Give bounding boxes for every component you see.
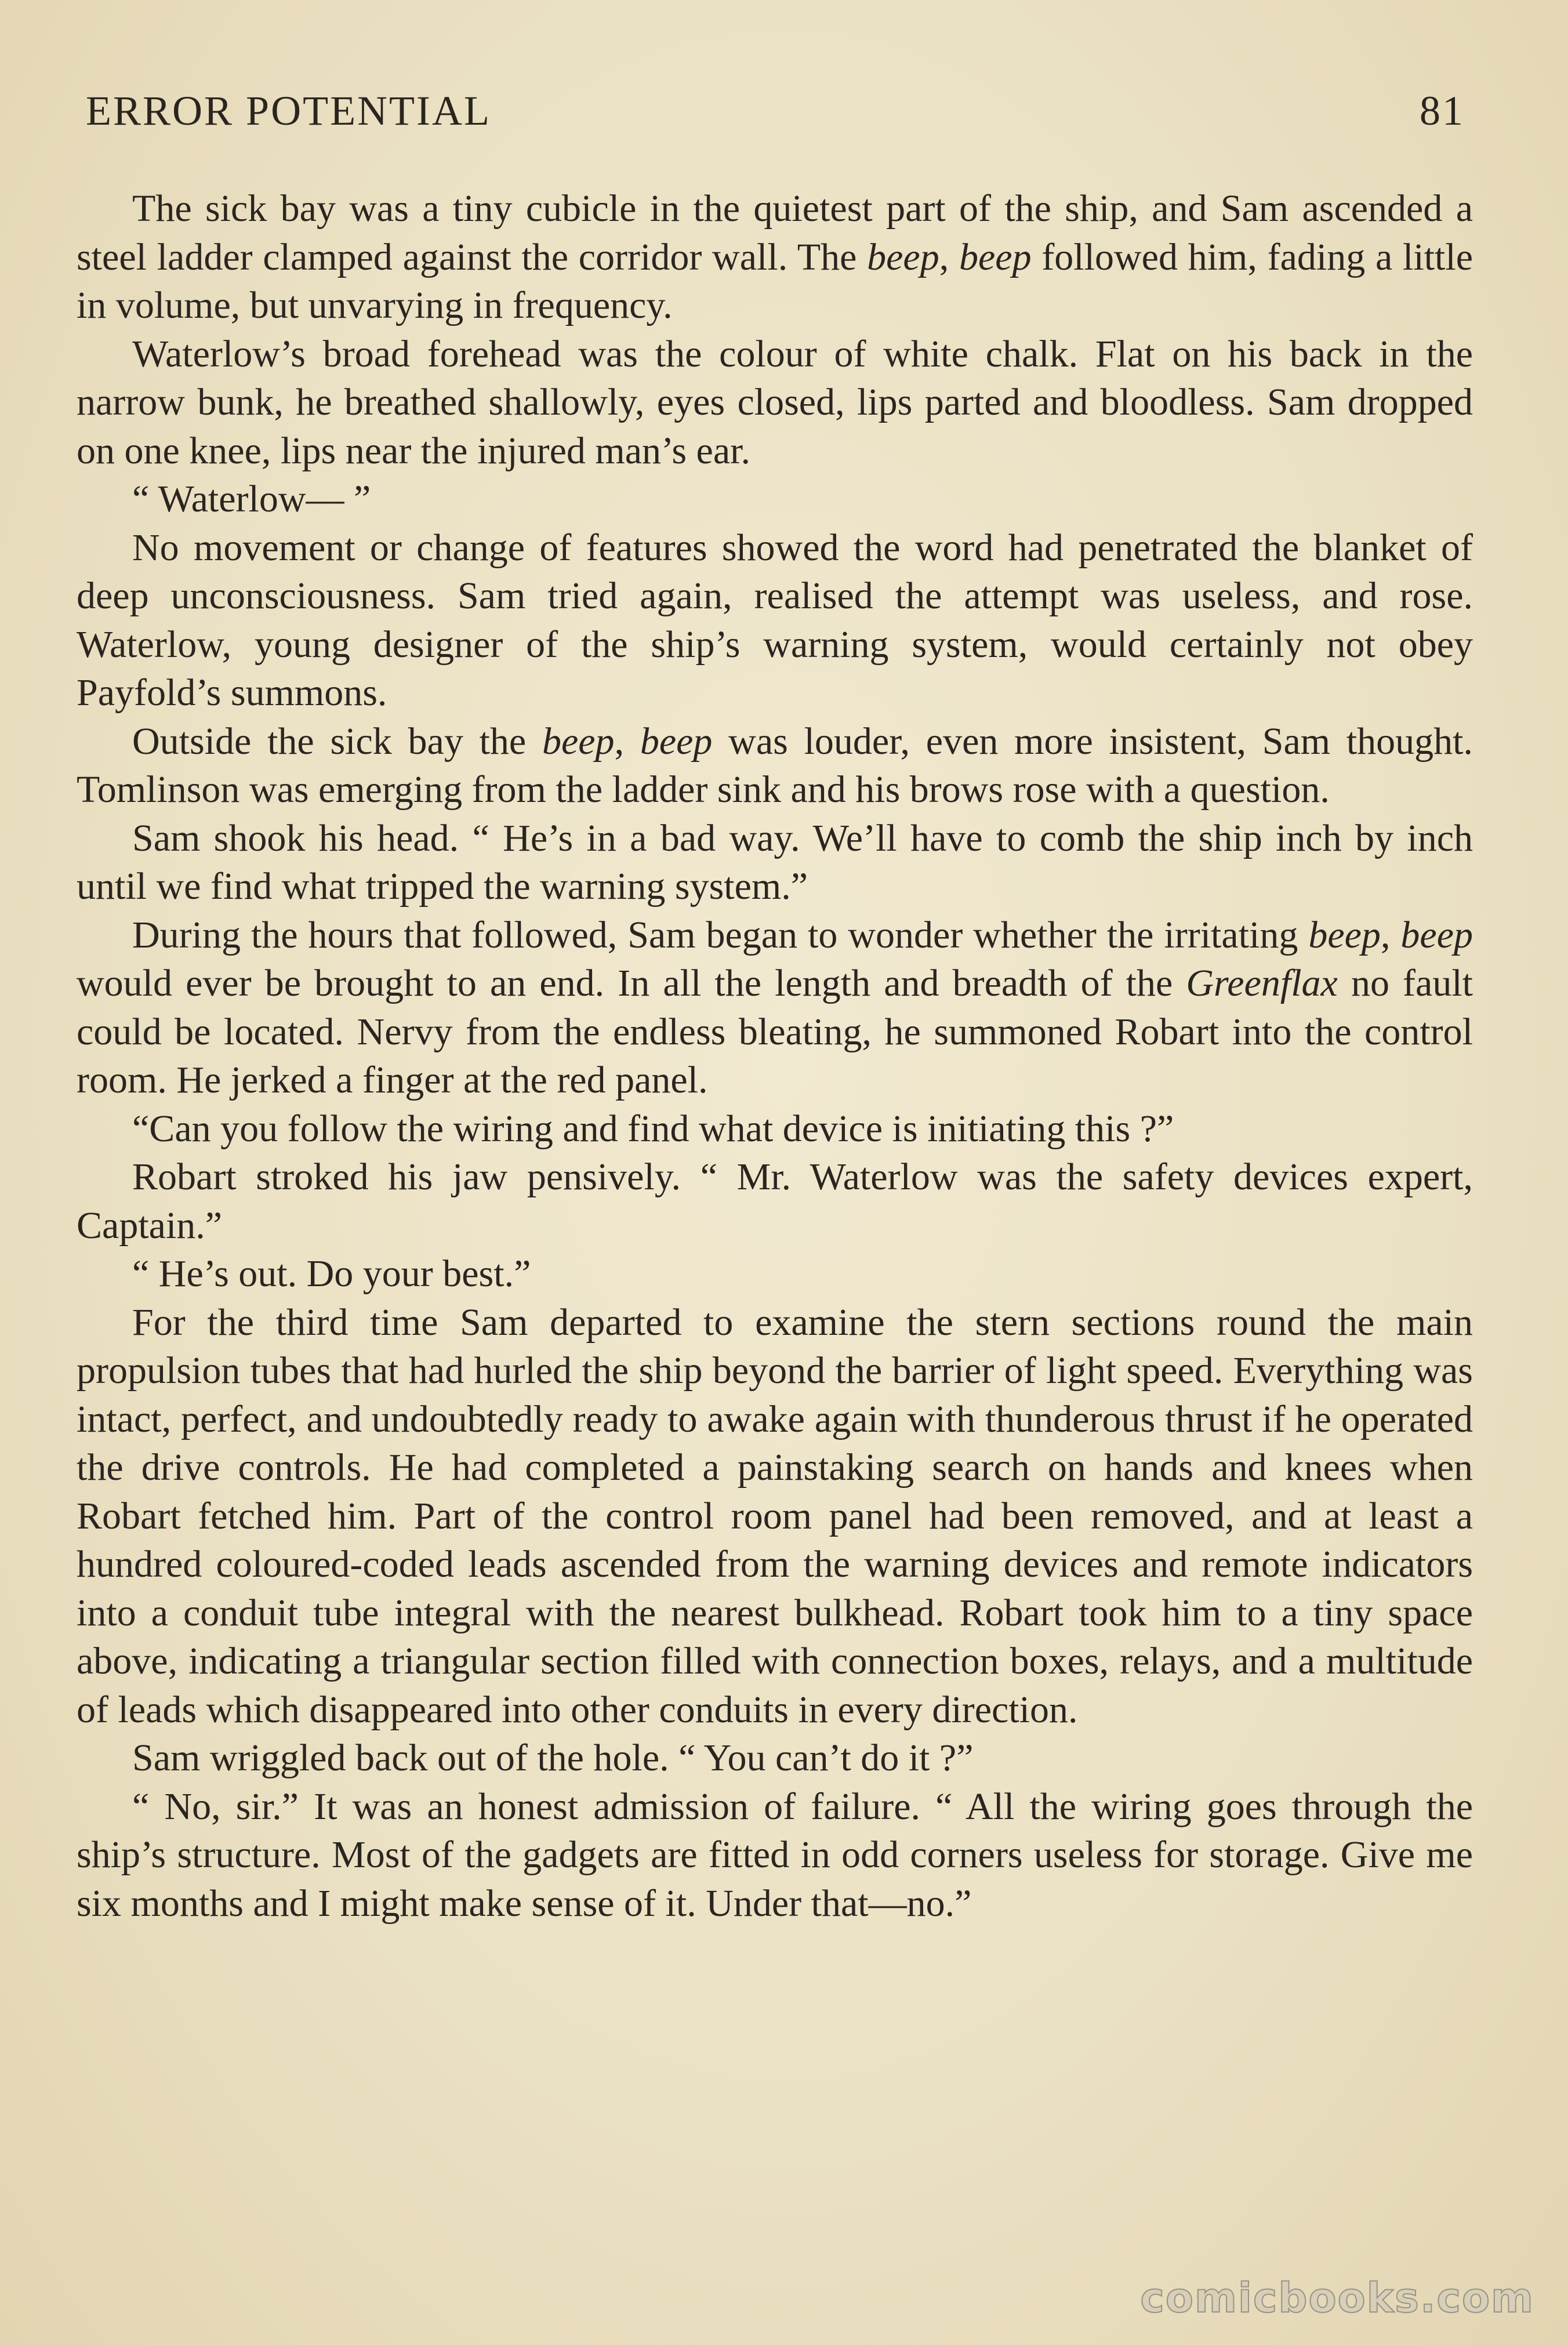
- italic-text: beep: [867, 235, 939, 278]
- paragraph: [77, 184, 1473, 330]
- italic-text: beep: [640, 720, 713, 763]
- text-run: Sam wriggled back out of the hole. “ You can’t do it ?”: [132, 1737, 974, 1779]
- paragraph: [77, 1105, 1473, 1153]
- paragraph: [77, 1783, 1473, 1928]
- italic-text: beep: [1400, 913, 1473, 956]
- text-run: The sick bay was a tiny cubicle in the quietest part of the ship, and Sam ascended a steel ladder clamped against the corridor wall. The: [77, 187, 1473, 278]
- paragraph: [77, 330, 1473, 475]
- italic-text: Greenflax: [1186, 962, 1338, 1004]
- text-run: “Can you follow the wiring and find what device is initiating this ?”: [132, 1107, 1174, 1150]
- paragraph: [77, 717, 1473, 814]
- text-run: ,: [614, 720, 640, 763]
- paragraph: [77, 1153, 1473, 1250]
- text-run: Robart stroked his jaw pensively. “ Mr. Waterlow was the safety devices expert, Captain.”: [77, 1156, 1473, 1247]
- text-run: “ He’s out. Do your best.”: [132, 1253, 531, 1295]
- text-run: would ever be brought to an end. In all the length and breadth of the: [77, 962, 1186, 1004]
- running-head: [86, 87, 1465, 145]
- italic-text: beep: [959, 235, 1032, 278]
- text-run: was louder, even more insistent, Sam thought. Tomlinson was emerging from the ladder sink and his brows rose with a question.: [77, 720, 1473, 811]
- text-run: Outside the sick bay the: [132, 720, 542, 763]
- paragraph: [77, 911, 1473, 1105]
- page-number: 81: [1420, 88, 1465, 134]
- paragraph: [77, 814, 1473, 911]
- text-run: No movement or change of features showed the word had penetrated the blanket of deep unconsciousness. Sam tried again, realised the attempt was useless, and rose. Waterlow, young designer of the ship’s warning system, would certainly not obey Payfold’s summons.: [77, 526, 1473, 714]
- watermark-logo: comicbooks.com: [1140, 2274, 1534, 2322]
- paragraph: [77, 524, 1473, 717]
- text-run: Sam shook his head. “ He’s in a bad way. We’ll have to comb the ship inch by inch until we find what tripped the warning system.”: [77, 816, 1473, 907]
- italic-text: beep: [1308, 913, 1381, 956]
- text-run: ,: [1380, 913, 1401, 956]
- text-run: “ No, sir.” It was an honest admission of failure. “ All the wiring goes through the ship’s structure. Most of the gadgets are fitted in odd corners useless for storage. Give me six months and I might make sense of it. Under that—no.”: [77, 1785, 1473, 1925]
- text-run: Waterlow’s broad forehead was the colour of white chalk. Flat on his back in the narrow bunk, he breathed shallowly, eyes closed, lips parted and bloodless. Sam dropped on one knee, lips near the injured man’s ear.: [77, 332, 1473, 472]
- body-text: [77, 184, 1473, 1927]
- text-run: ,: [939, 235, 959, 278]
- paragraph: [77, 1734, 1473, 1783]
- text-run: no fault could be located. Nervy from the endless bleating, he summoned Robart into the control room. He jerked a finger at the red panel.: [77, 962, 1473, 1101]
- italic-text: beep: [542, 720, 615, 763]
- paragraph: [77, 1250, 1473, 1298]
- text-run: During the hours that followed, Sam began to wonder whether the irritating: [132, 913, 1309, 956]
- paragraph: [77, 1298, 1473, 1734]
- paragraph: [77, 475, 1473, 524]
- text-run: followed him, fading a little in volume, but unvarying in frequency.: [77, 235, 1473, 326]
- text-run: For the third time Sam departed to examine the stern sections round the main propulsion tubes that had hurled the ship beyond the barrier of light speed. Everything was intact, perfect, and undoubtedly ready to awake again with thunderous thrust if he operated the drive controls. He had completed a painstaking search on hands and knees when Robart fetched him. Part of the control room panel had been removed, and at least a hundred coloured-coded leads ascended from the warning devices and remote indicators into a conduit tube integral with the nearest bulkhead. Robart took him to a tiny space above, indicating a triangular section filled with connection boxes, relays, and a multitude of leads which disappeared into other conduits in every direction.: [77, 1301, 1473, 1731]
- text-run: “ Waterlow— ”: [132, 478, 371, 520]
- running-head-title: ERROR POTENTIAL: [86, 88, 491, 134]
